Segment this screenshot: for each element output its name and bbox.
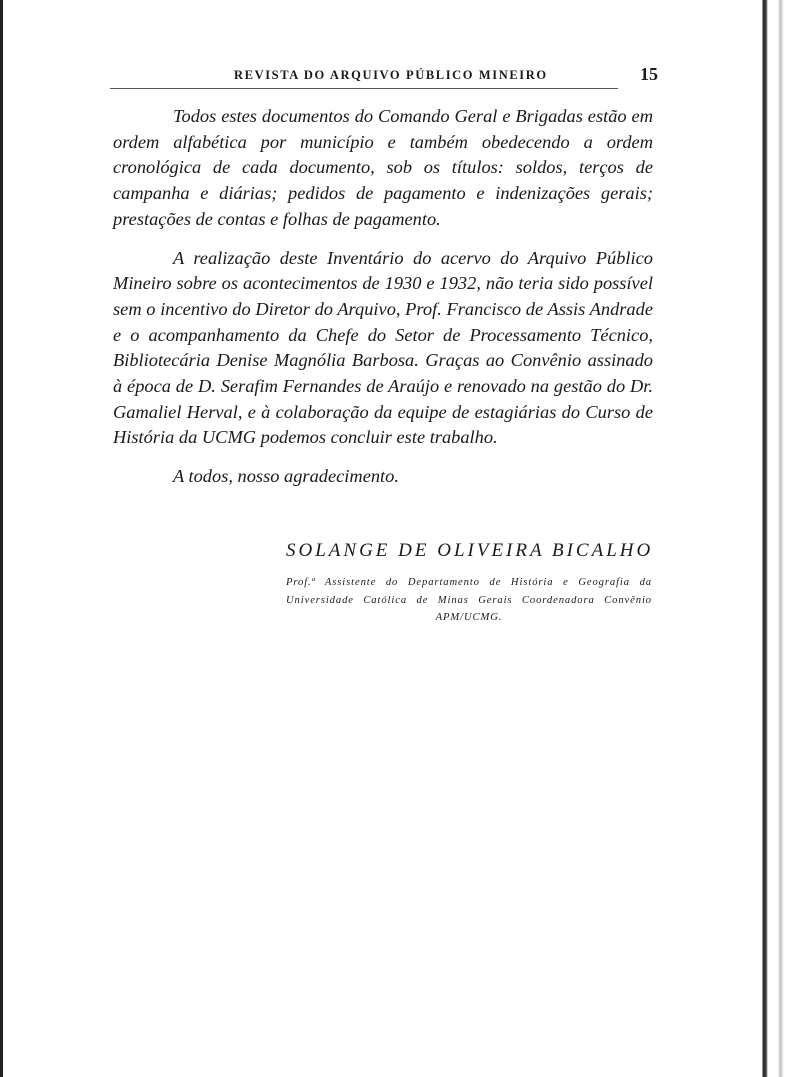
- journal-title: REVISTA DO ARQUIVO PÚBLICO MINEIRO: [234, 68, 548, 82]
- scan-edge-right: [752, 0, 799, 1077]
- running-header: [110, 64, 658, 92]
- signature-block: [286, 540, 652, 627]
- paragraph-thanks: A todos, nosso agradecimento.: [173, 466, 399, 487]
- scan-edge-left: [0, 0, 3, 1077]
- paragraph-acknowledgement: A realização deste Inventário do acervo do Arquivo Público Mineiro sobre os acontecimentos de 1930 e 1932, não teria sido possível sem o incentivo do Diretor do Arquivo, Prof. Francisco de Assis Andrade e o acompanhamento da Chefe do Setor de Processamento Técnico, Bibliotecária Denise Magnólia Barbosa. Graças ao Convênio assinado à época de D. Serafim Fernandes de Araújo e renovado na gestão do Dr. Gamaliel Herval, e à colaboração da equipe de estagiárias do Curso de História da UCMG podemos concluir este trabalho.: [113, 247, 653, 448]
- body-text: [113, 104, 653, 503]
- author-affiliation: Prof.ª Assistente do Departamento de História e Geografia da Universidade Católica de Minas Gerais Coordenadora Convênio APM/UCMG.: [286, 577, 652, 623]
- page-number: 15: [640, 64, 658, 84]
- header-rule: [110, 88, 618, 89]
- paragraph-documents: Todos estes documentos do Comando Geral e Brigadas estão em ordem alfabética por município e também obedecendo a ordem cronológica de cada documento, sob os títulos: soldos, terços de campanha e diárias; pedidos de pagamento e indenizações gerais; prestações de contas e folhas de pagamento.: [113, 106, 653, 229]
- author-name: SOLANGE DE OLIVEIRA BICALHO: [286, 540, 654, 561]
